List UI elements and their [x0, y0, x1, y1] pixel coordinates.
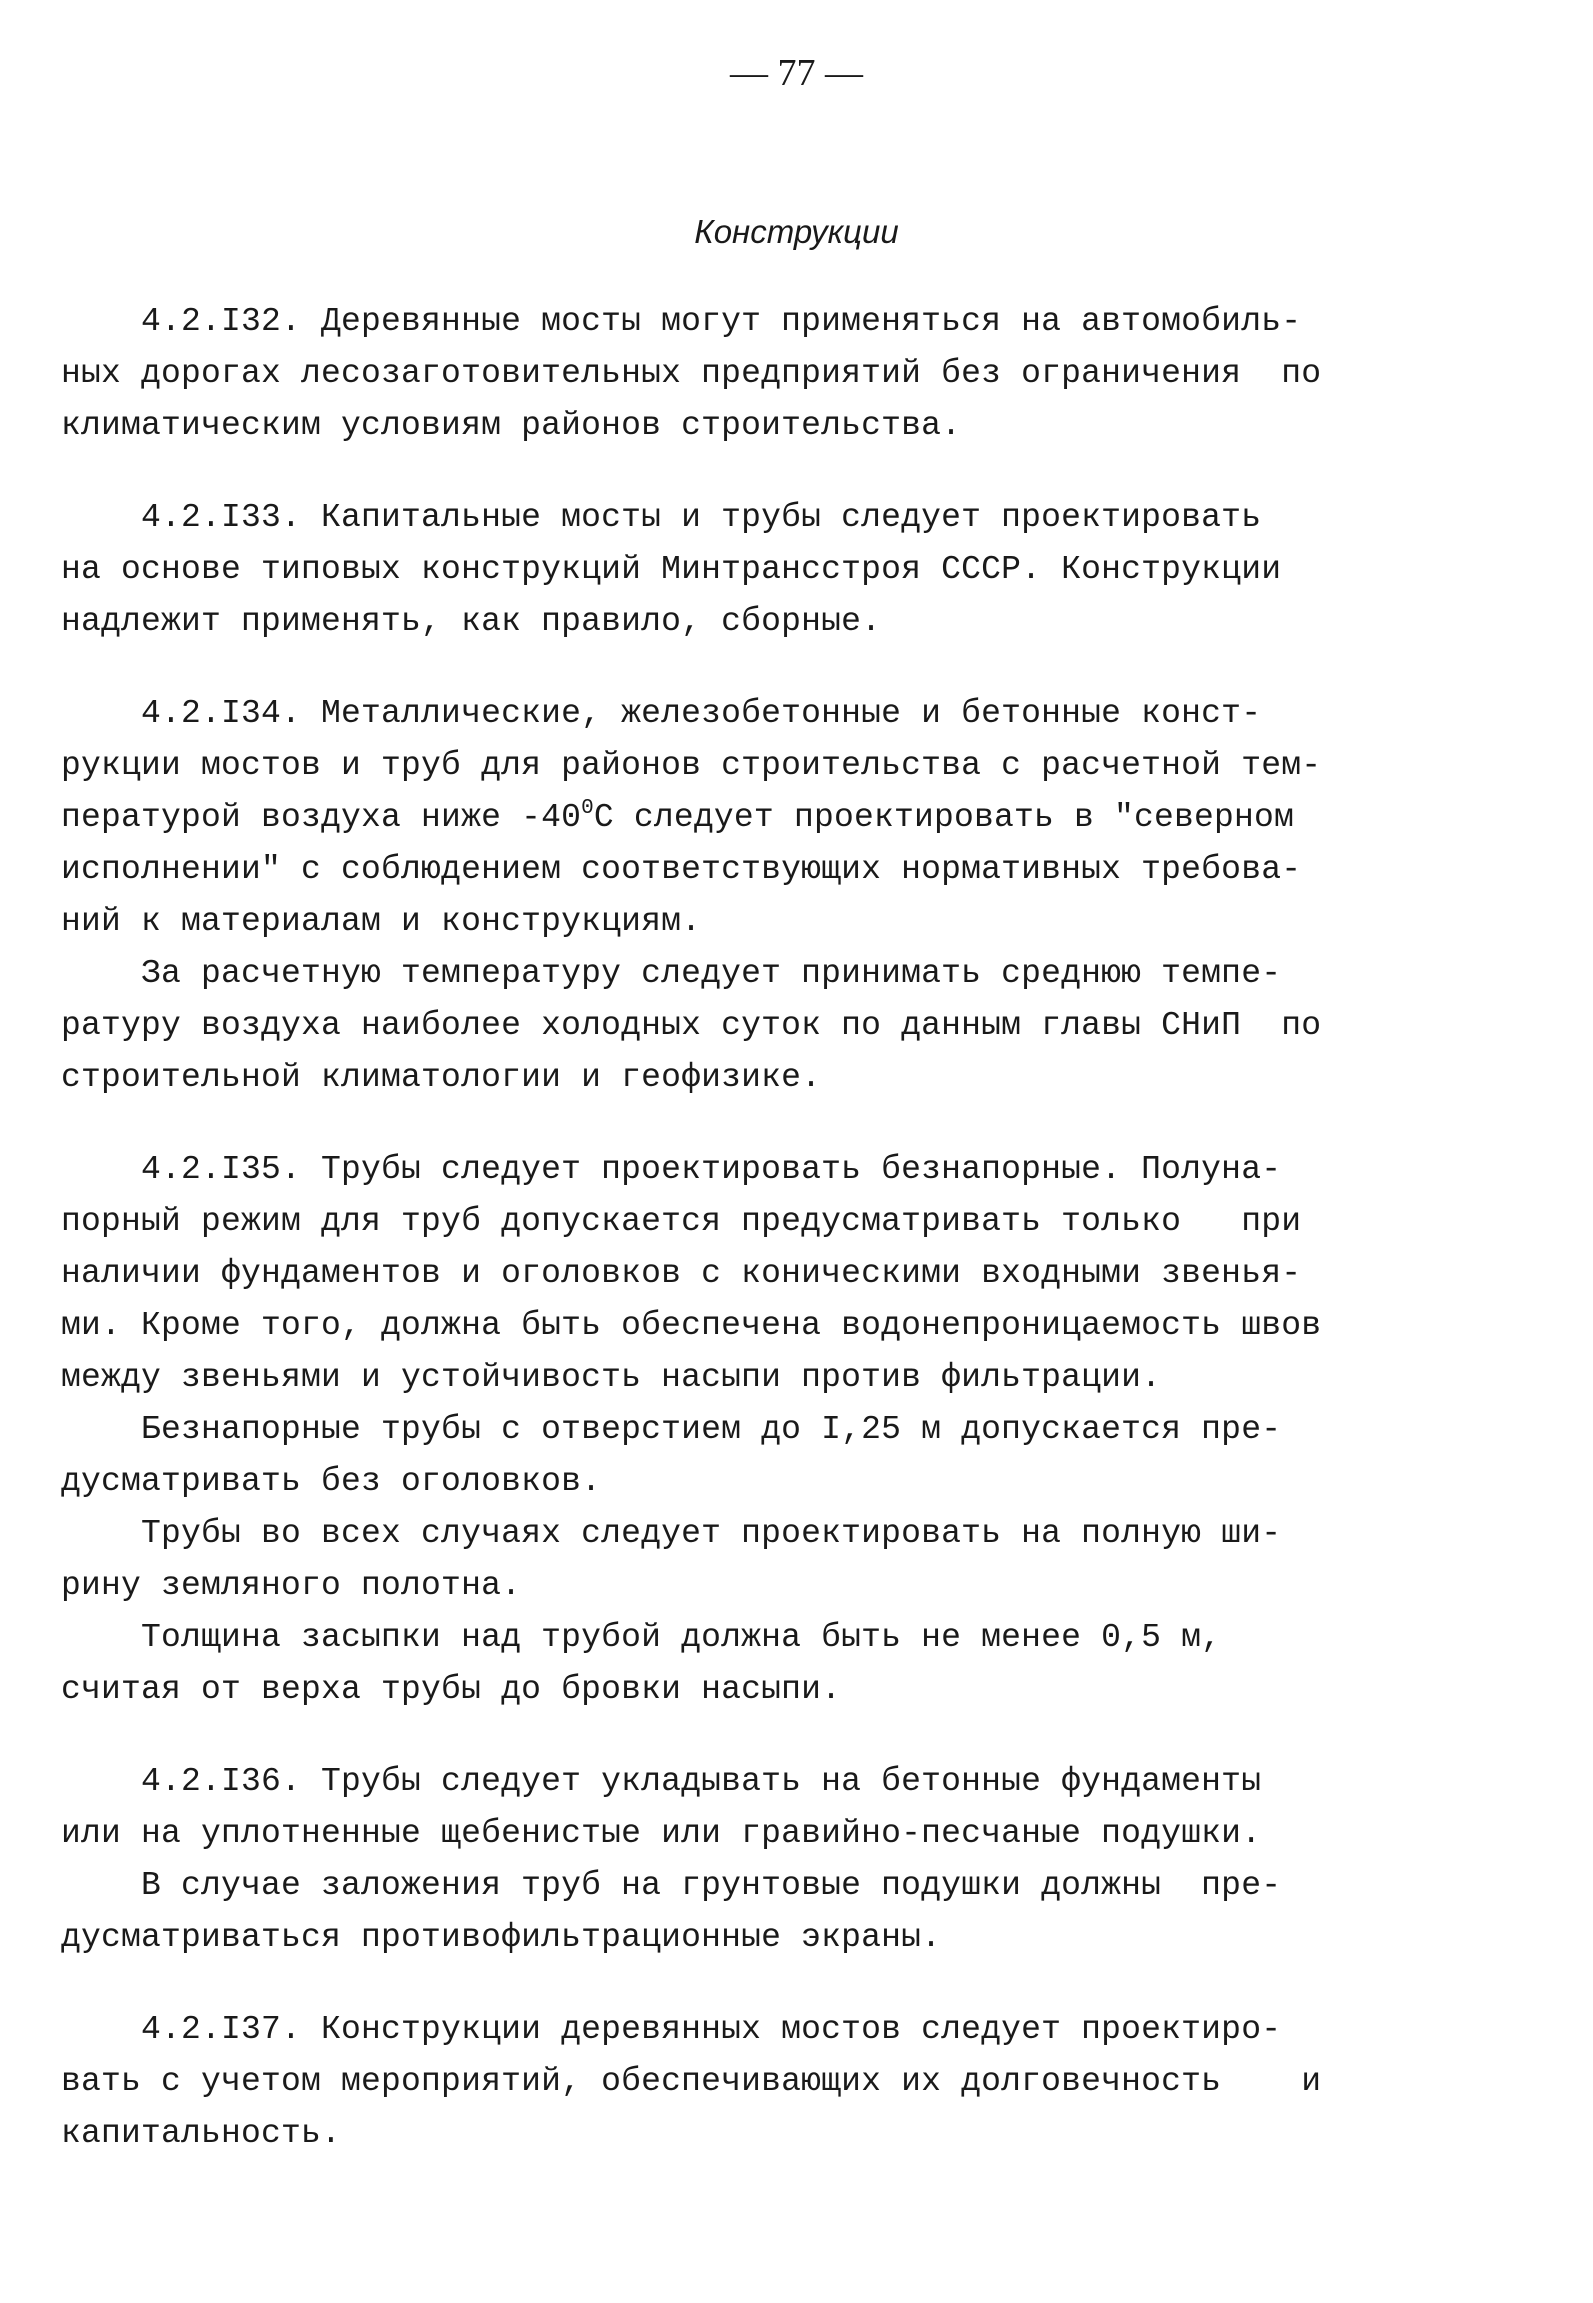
- text-line: рину земляного полотна.: [61, 1567, 522, 1604]
- paragraph-4-2-132: [61, 296, 1401, 452]
- text-line: климатическим условиям районов строительства.: [61, 407, 962, 444]
- paragraph-gap: [61, 452, 1401, 492]
- paragraph-gap: [61, 1964, 1401, 2004]
- text-line: на основе типовых конструкций Минтрансстроя СССР. Конструкции: [61, 551, 1282, 588]
- paragraph-4-2-136: [61, 1756, 1401, 1964]
- text-line: Трубы во всех случаях следует проектировать на полную ши-: [61, 1515, 1282, 1552]
- text-line: 4.2.I34. Металлические, железобетонные и бетонные конст-: [61, 695, 1262, 732]
- text-segment: С следует проектировать в "северном: [593, 799, 1295, 836]
- text-line: В случае заложения труб на грунтовые подушки должны пре-: [61, 1867, 1282, 1904]
- text-line-with-superscript: [61, 792, 1401, 844]
- paragraph-4-2-137: [61, 2004, 1401, 2160]
- text-segment: пературой воздуха ниже -40: [61, 799, 582, 836]
- paragraph-4-2-134: [61, 688, 1401, 1104]
- text-line: 4.2.I37. Конструкции деревянных мостов следует проектиро-: [61, 2011, 1282, 2048]
- text-line: строительной климатологии и геофизике.: [61, 1059, 822, 1096]
- paragraph-gap: [61, 648, 1401, 688]
- page-number: — 77 —: [730, 52, 863, 94]
- section-title: Конструкции: [694, 213, 899, 250]
- text-line: или на уплотненные щебенистые или гравийно-песчаные подушки.: [61, 1815, 1262, 1852]
- paragraph-gap: [61, 1104, 1401, 1144]
- text-line: Безнапорные трубы с отверстием до I,25 м допускается пре-: [61, 1411, 1282, 1448]
- paragraph-4-2-135: [61, 1144, 1401, 1716]
- text-line: исполнении" с соблюдением соответствующих нормативных требова-: [61, 851, 1302, 888]
- text-line: капитальность.: [61, 2115, 342, 2152]
- text-line: надлежит применять, как правило, сборные.: [61, 603, 882, 640]
- text-line: ми. Кроме того, должна быть обеспечена водонепроницаемость швов: [61, 1307, 1322, 1344]
- text-line: считая от верха трубы до бровки насыпи.: [61, 1671, 842, 1708]
- text-line: ных дорогах лесозаготовительных предприятий без ограничения по: [61, 355, 1322, 392]
- text-line: дусматривать без оголовков.: [61, 1463, 602, 1500]
- text-line: ний к материалам и конструкциям.: [61, 903, 702, 940]
- text-line: 4.2.I36. Трубы следует укладывать на бетонные фундаменты: [61, 1763, 1262, 1800]
- text-line: между звеньями и устойчивость насыпи против фильтрации.: [61, 1359, 1162, 1396]
- text-line: дусматриваться противофильтрационные экраны.: [61, 1919, 942, 1956]
- body-text: [61, 296, 1401, 2160]
- paragraph-4-2-133: [61, 492, 1401, 648]
- text-line: порный режим для труб допускается предусматривать только при: [61, 1203, 1302, 1240]
- text-line: вать с учетом мероприятий, обеспечивающих их долговечность и: [61, 2063, 1322, 2100]
- text-line: рукции мостов и труб для районов строительства с расчетной тем-: [61, 747, 1322, 784]
- text-line: Толщина засыпки над трубой должна быть не менее 0,5 м,: [61, 1619, 1222, 1656]
- text-line: 4.2.I35. Трубы следует проектировать безнапорные. Полуна-: [61, 1151, 1282, 1188]
- text-line: За расчетную температуру следует принимать среднюю темпе-: [61, 955, 1282, 992]
- paragraph-gap: [61, 1716, 1401, 1756]
- text-line: 4.2.I32. Деревянные мосты могут применяться на автомобиль-: [61, 303, 1302, 340]
- degree-superscript: 0: [581, 797, 594, 820]
- text-line: ратуру воздуха наиболее холодных суток по данным главы СНиП по: [61, 1007, 1322, 1044]
- text-line: наличии фундаментов и оголовков с коническими входными звенья-: [61, 1255, 1302, 1292]
- text-line: 4.2.I33. Капитальные мосты и трубы следует проектировать: [61, 499, 1262, 536]
